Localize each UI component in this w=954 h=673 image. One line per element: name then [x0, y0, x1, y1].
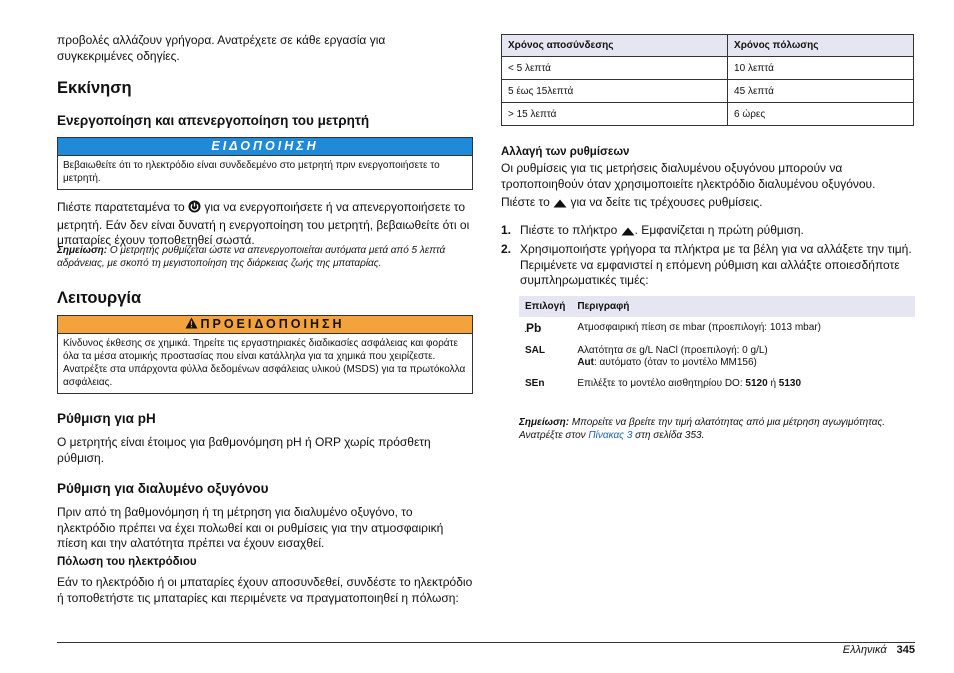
step-1-text	[520, 223, 915, 241]
notice-text: Βεβαιωθείτε ότι το ηλεκτρόδιο είναι συνδεδεμένο στο μετρητή πριν ενεργοποιήσετε το μετρητή.	[63, 160, 440, 184]
ph-paragraph: Ο μετρητής είναι έτοιμος για βαθμονόμηση pH ή ORP χωρίς πρόσθετη ρύθμιση.	[57, 435, 431, 465]
polarization-table	[501, 34, 914, 126]
table-header-cell: Χρόνος αποσύνδεσης	[502, 35, 728, 57]
up-arrow-icon	[553, 197, 567, 213]
note2-text: Μπορείτε να βρείτε την τιμή αλατότητας από μια μέτρηση αγωγιμότητας. Ανατρέξτε στον	[519, 417, 886, 441]
do-paragraph: Πριν από τη βαθμονόμηση ή τη μέτρηση για διαλυμένο οξυγόνο, το ηλεκτρόδιο πρέπει να έχει πολωθεί και οι ρυθμίσεις για την ατμοσφαιρική πίεση και την αλατότητα πρέπει να έχουν εισαχθεί.	[57, 505, 444, 550]
note1-label: Σημείωση:	[57, 245, 108, 256]
view-text-before: Πιέστε το	[501, 195, 550, 209]
table-cell: 10 λεπτά	[728, 57, 914, 80]
heading-power: Ενεργοποίηση και απενεργοποίηση του μετρητή	[57, 113, 370, 128]
note-salinity	[519, 416, 915, 442]
option-cell	[519, 317, 571, 340]
view-text-after: για να δείτε τις τρέχουσες ρυθμίσεις.	[570, 195, 763, 209]
power-text-before: Πιέστε παρατεταμένα το	[57, 200, 185, 214]
footer-language: Ελληνικά	[842, 644, 887, 656]
warning-text: Κίνδυνος έκθεσης σε χημικά. Τηρείτε τις εργαστηριακές διαδικασίες ασφάλειας και φοράτε όλα τα μέσα ατομικής προστασίας που είναι κατάλληλα για τα χημικά που χειρίζεστε. Ανατρέξτε στα υπάρχοντα φύλλα δεδομένων ασφάλειας υλικού (MSDS) για τα πρωτόκολλα ασφάλειας.	[63, 338, 466, 388]
step-number: 1.	[501, 223, 512, 237]
table-row	[502, 57, 914, 80]
table-cell: > 15 λεπτά	[502, 103, 728, 126]
notice-box	[57, 137, 473, 190]
auto-label: Aut	[577, 357, 594, 368]
option-cell: SAL	[525, 344, 545, 356]
step-2-text: Χρησιμοποιήστε γρήγορα τα πλήκτρα με τα βέλη για να αλλάξετε την τιμή. Περιμένετε να εμφανιστεί η επόμενη ρύθμιση και αλλάξτε οποιεσδήποτε συμπληρωματικές τιμές:	[520, 242, 912, 287]
heading-change-settings: Αλλαγή των ρυθμίσεων	[501, 146, 630, 158]
heading-operation: Λειτουργία	[57, 289, 142, 307]
footer-divider	[57, 642, 915, 643]
power-icon	[188, 200, 201, 218]
notice-title: ΕΙΔΟΠΟΙΗΣΗ	[58, 138, 472, 156]
table-header-cell: Περιγραφή	[571, 296, 915, 317]
table-row	[519, 373, 915, 394]
heading-ph: Ρύθμιση για pH	[57, 411, 156, 426]
table-header-row	[519, 296, 915, 317]
power-paragraph	[57, 200, 473, 249]
warning-box	[57, 315, 473, 394]
description-subtext	[577, 357, 909, 370]
up-arrow-icon	[621, 225, 635, 241]
option-cell: SEn	[525, 377, 545, 389]
change-paragraph: Οι ρυθμίσεις για τις μετρήσεις διαλυμένου οξυγόνου μπορούν να τροποποιηθούν όταν χρησιμοποιείτε ηλεκτρόδιο διαλυμένου οξυγόνου.	[501, 161, 876, 191]
description-cell	[571, 340, 915, 373]
table-row	[519, 340, 915, 373]
description-text: Αλατότητα σε g/L NaCl (προεπιλογή: 0 g/L)	[577, 344, 768, 356]
step-1-after: . Εμφανίζεται η πρώτη ρύθμιση.	[634, 223, 804, 237]
table-cell: 6 ώρες	[728, 103, 914, 126]
model-5130: 5130	[778, 377, 802, 389]
table-row	[519, 317, 915, 340]
option-label: Pb	[526, 321, 542, 335]
auto-text: : αυτόματο (όταν το μοντέλο MM156)	[594, 357, 757, 368]
table-header-row	[502, 35, 914, 57]
note2-label: Σημείωση:	[519, 417, 570, 428]
heading-startup: Εκκίνηση	[57, 79, 132, 97]
step-1-before: Πιέστε το πλήκτρο	[520, 223, 618, 237]
table-header-cell: Χρόνος πόλωσης	[728, 35, 914, 57]
warning-icon	[185, 317, 198, 329]
or-text: ή	[770, 377, 776, 389]
polarization-paragraph: Εάν το ηλεκτρόδιο ή οι μπαταρίες έχουν αποσυνδεθεί, συνδέστε το ηλεκτρόδιο ή τοποθετήστε τις μπαταρίες και περιμένετε να πραγματοποιηθεί η πόλωση:	[57, 575, 473, 605]
table-cell: < 5 λεπτά	[502, 57, 728, 80]
step-number: 2.	[501, 242, 512, 256]
heading-polarization: Πόλωση του ηλεκτρόδιου	[57, 556, 197, 568]
view-settings-paragraph	[501, 195, 915, 213]
table-cell: 45 λεπτά	[728, 80, 914, 103]
heading-do: Ρύθμιση για διαλυμένο οξυγόνου	[57, 481, 269, 496]
options-table	[519, 296, 915, 393]
table-row	[502, 80, 914, 103]
sensor-text: Επιλέξτε το μοντέλο αισθητηρίου DO:	[577, 377, 743, 389]
table-row	[502, 103, 914, 126]
description-cell	[571, 373, 915, 394]
power-text-after: για να ενεργοποιήσετε ή να απενεργοποιήσετε το μετρητή. Εάν δεν είναι δυνατή η ενεργοποίηση του μετρητή, βεβαιωθείτε ότι οι μπαταρίες έχουν τοποθετηθεί σωστά.	[57, 200, 470, 247]
description-cell: Ατμοσφαιρική πίεση σε mbar (προεπιλογή: 1013 mbar)	[577, 322, 821, 333]
intro-paragraph: προβολές αλλάζουν γρήγορα. Ανατρέχετε σε κάθε εργασία για συγκεκριμένες οδηγίες.	[57, 33, 386, 63]
note-auto-off	[57, 244, 473, 270]
warning-title: ΠΡΟΕΙΔΟΠΟΙΗΣΗ	[200, 317, 345, 331]
warning-title-bar	[58, 316, 472, 334]
table-cell: 5 έως 15λεπτά	[502, 80, 728, 103]
note2-text-after: στη σελίδα 353.	[635, 430, 705, 441]
table-header-cell: Επιλογή	[519, 296, 571, 317]
note1-text: Ο μετρητής ρυθμίζεται ώστε να απενεργοποιείται αυτόματα μετά από 5 λεπτά αδράνειας, με σκοπό τη μεγιστοποίηση της διάρκειας ζωής της μπαταρίας.	[57, 245, 446, 269]
model-5120: 5120	[745, 377, 768, 389]
page-footer	[843, 643, 915, 657]
table-3-link[interactable]: Πίνακας 3	[588, 430, 633, 441]
page-number: 345	[896, 644, 915, 656]
